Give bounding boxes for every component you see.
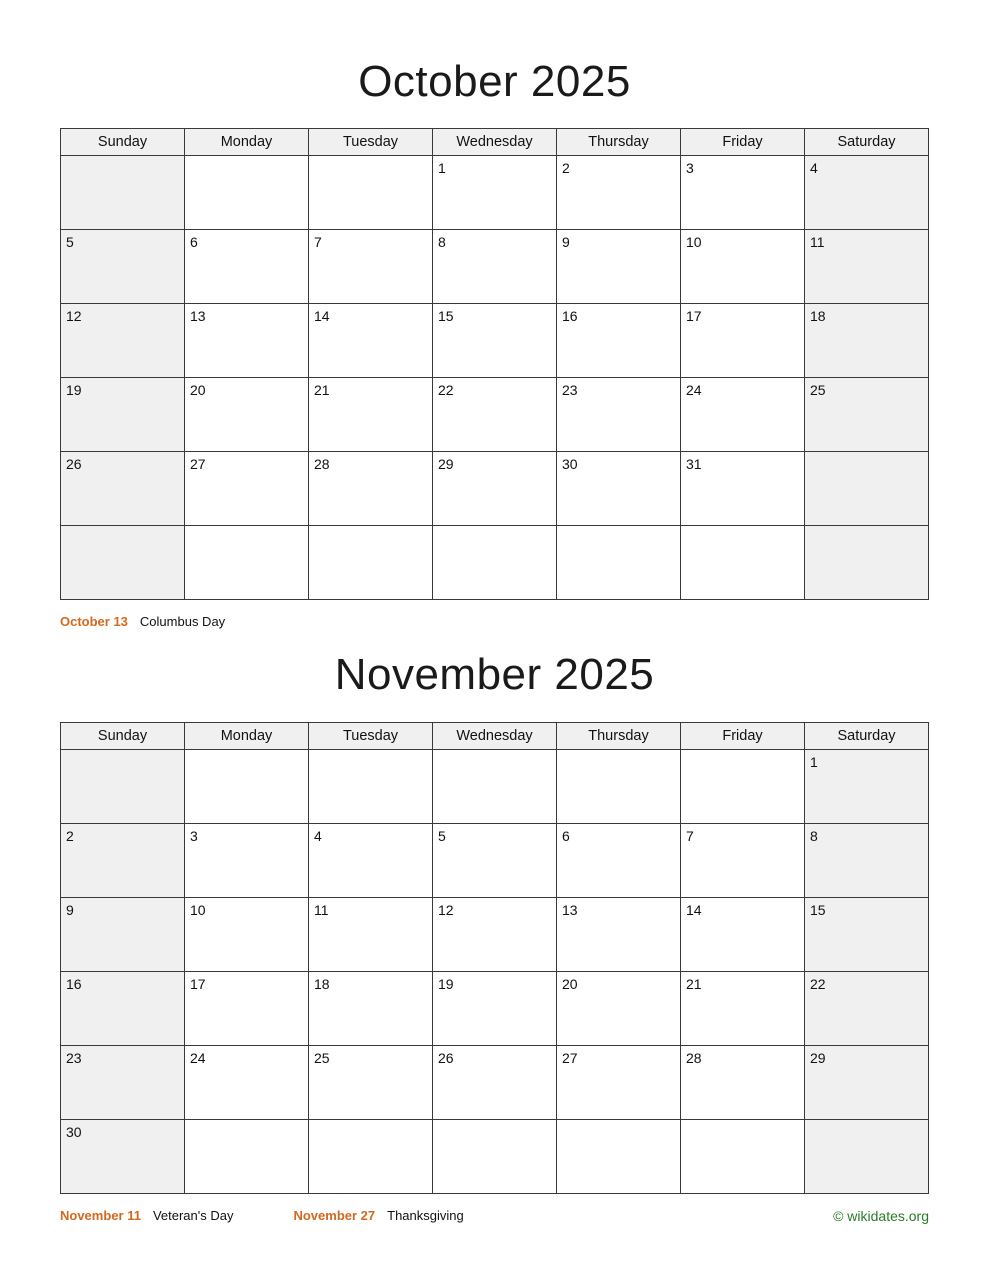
weekday-header-monday: Monday bbox=[185, 129, 309, 156]
day-cell[interactable] bbox=[805, 1119, 929, 1193]
day-cell[interactable]: 29 bbox=[805, 1045, 929, 1119]
week-row bbox=[61, 230, 929, 304]
day-cell[interactable]: 25 bbox=[805, 378, 929, 452]
day-cell[interactable]: 18 bbox=[309, 971, 433, 1045]
day-cell[interactable]: 5 bbox=[61, 230, 185, 304]
day-cell[interactable]: 7 bbox=[681, 823, 805, 897]
day-cell[interactable]: 7 bbox=[309, 230, 433, 304]
day-cell[interactable] bbox=[185, 156, 309, 230]
weekday-header-row bbox=[61, 129, 929, 156]
day-cell[interactable] bbox=[433, 749, 557, 823]
day-cell[interactable]: 16 bbox=[557, 304, 681, 378]
holiday-item bbox=[60, 614, 225, 629]
day-cell[interactable] bbox=[557, 1119, 681, 1193]
month-block-november bbox=[60, 629, 929, 1193]
week-row bbox=[61, 452, 929, 526]
day-cell[interactable]: 11 bbox=[309, 897, 433, 971]
holiday-name: Thanksgiving bbox=[387, 1208, 464, 1224]
day-cell[interactable]: 8 bbox=[433, 230, 557, 304]
week-row bbox=[61, 971, 929, 1045]
weekday-header-thursday: Thursday bbox=[557, 722, 681, 749]
day-cell[interactable]: 20 bbox=[557, 971, 681, 1045]
day-cell[interactable]: 3 bbox=[185, 823, 309, 897]
week-row bbox=[61, 304, 929, 378]
day-cell[interactable]: 28 bbox=[681, 1045, 805, 1119]
week-row bbox=[61, 749, 929, 823]
day-cell[interactable] bbox=[61, 749, 185, 823]
week-row bbox=[61, 897, 929, 971]
week-row bbox=[61, 1119, 929, 1193]
day-cell[interactable]: 21 bbox=[309, 378, 433, 452]
day-cell[interactable]: 4 bbox=[309, 823, 433, 897]
weekday-header-friday: Friday bbox=[681, 129, 805, 156]
day-cell[interactable] bbox=[681, 1119, 805, 1193]
calendar-table-november bbox=[60, 722, 929, 1194]
copyright-icon: © bbox=[833, 1207, 844, 1224]
day-cell[interactable]: 16 bbox=[61, 971, 185, 1045]
week-row bbox=[61, 156, 929, 230]
day-cell[interactable]: 10 bbox=[681, 230, 805, 304]
day-cell[interactable]: 9 bbox=[61, 897, 185, 971]
day-cell[interactable]: 6 bbox=[557, 823, 681, 897]
day-cell[interactable] bbox=[557, 749, 681, 823]
page-title-november: November 2025 bbox=[334, 650, 655, 700]
day-cell[interactable] bbox=[185, 1119, 309, 1193]
day-cell[interactable]: 20 bbox=[185, 378, 309, 452]
calendar-table-october bbox=[60, 128, 929, 600]
day-cell[interactable] bbox=[185, 749, 309, 823]
day-cell[interactable]: 17 bbox=[681, 304, 805, 378]
weekday-header-wednesday: Wednesday bbox=[433, 722, 557, 749]
day-cell[interactable] bbox=[805, 452, 929, 526]
weekday-header-wednesday: Wednesday bbox=[433, 129, 557, 156]
day-cell[interactable]: 21 bbox=[681, 971, 805, 1045]
day-cell[interactable]: 12 bbox=[61, 304, 185, 378]
day-cell[interactable]: 14 bbox=[681, 897, 805, 971]
day-cell[interactable] bbox=[309, 1119, 433, 1193]
weekday-header-row bbox=[61, 722, 929, 749]
day-cell[interactable]: 17 bbox=[185, 971, 309, 1045]
brand-link[interactable] bbox=[833, 1208, 929, 1224]
holiday-item bbox=[293, 1208, 463, 1223]
weekday-header-sunday: Sunday bbox=[61, 722, 185, 749]
day-cell[interactable]: 27 bbox=[185, 452, 309, 526]
footer bbox=[60, 1194, 929, 1224]
day-cell[interactable]: 15 bbox=[433, 304, 557, 378]
day-cell[interactable] bbox=[309, 526, 433, 600]
day-cell[interactable]: 30 bbox=[61, 1119, 185, 1193]
week-row bbox=[61, 526, 929, 600]
day-cell[interactable]: 30 bbox=[557, 452, 681, 526]
month-block-october bbox=[60, 0, 929, 600]
day-cell[interactable]: 31 bbox=[681, 452, 805, 526]
day-cell[interactable]: 13 bbox=[185, 304, 309, 378]
day-cell[interactable]: 23 bbox=[557, 378, 681, 452]
day-cell[interactable]: 3 bbox=[681, 156, 805, 230]
day-cell[interactable]: 5 bbox=[433, 823, 557, 897]
weekday-header-tuesday: Tuesday bbox=[309, 129, 433, 156]
week-row bbox=[61, 823, 929, 897]
day-cell[interactable]: 28 bbox=[309, 452, 433, 526]
holiday-list-october bbox=[60, 600, 929, 629]
day-cell[interactable]: 1 bbox=[433, 156, 557, 230]
day-cell[interactable]: 26 bbox=[61, 452, 185, 526]
day-cell[interactable]: 10 bbox=[185, 897, 309, 971]
weekday-header-friday: Friday bbox=[681, 722, 805, 749]
holiday-name: Columbus Day bbox=[139, 614, 226, 630]
day-cell[interactable]: 25 bbox=[309, 1045, 433, 1119]
day-cell[interactable]: 12 bbox=[433, 897, 557, 971]
day-cell[interactable]: 29 bbox=[433, 452, 557, 526]
day-cell[interactable]: 22 bbox=[433, 378, 557, 452]
day-cell[interactable]: 15 bbox=[805, 897, 929, 971]
day-cell[interactable] bbox=[557, 526, 681, 600]
weekday-header-thursday: Thursday bbox=[557, 129, 681, 156]
holiday-item bbox=[60, 1208, 233, 1223]
day-cell[interactable] bbox=[309, 156, 433, 230]
day-cell[interactable] bbox=[681, 526, 805, 600]
holiday-date: November 27 bbox=[293, 1208, 376, 1224]
day-cell[interactable]: 2 bbox=[557, 156, 681, 230]
day-cell[interactable]: 11 bbox=[805, 230, 929, 304]
brand-label: wikidates.org bbox=[847, 1207, 929, 1224]
day-cell[interactable]: 9 bbox=[557, 230, 681, 304]
day-cell[interactable]: 23 bbox=[61, 1045, 185, 1119]
day-cell[interactable] bbox=[433, 1119, 557, 1193]
day-cell[interactable]: 1 bbox=[805, 749, 929, 823]
day-cell[interactable]: 6 bbox=[185, 230, 309, 304]
weekday-header-saturday: Saturday bbox=[805, 129, 929, 156]
day-cell[interactable]: 2 bbox=[61, 823, 185, 897]
day-cell[interactable] bbox=[805, 526, 929, 600]
day-cell[interactable] bbox=[61, 156, 185, 230]
holiday-date: November 11 bbox=[60, 1208, 141, 1224]
day-cell[interactable]: 26 bbox=[433, 1045, 557, 1119]
day-cell[interactable]: 19 bbox=[61, 378, 185, 452]
day-cell[interactable]: 27 bbox=[557, 1045, 681, 1119]
weekday-header-monday: Monday bbox=[185, 722, 309, 749]
holiday-date: October 13 bbox=[60, 614, 128, 630]
holiday-name: Veteran's Day bbox=[152, 1208, 234, 1224]
page-title-october: October 2025 bbox=[358, 57, 631, 106]
day-cell[interactable]: 13 bbox=[557, 897, 681, 971]
day-cell[interactable] bbox=[433, 526, 557, 600]
day-cell[interactable]: 14 bbox=[309, 304, 433, 378]
week-row bbox=[61, 378, 929, 452]
weekday-header-saturday: Saturday bbox=[805, 722, 929, 749]
day-cell[interactable]: 18 bbox=[805, 304, 929, 378]
day-cell[interactable] bbox=[185, 526, 309, 600]
day-cell[interactable] bbox=[309, 749, 433, 823]
weekday-header-sunday: Sunday bbox=[61, 129, 185, 156]
day-cell[interactable]: 19 bbox=[433, 971, 557, 1045]
day-cell[interactable]: 24 bbox=[681, 378, 805, 452]
day-cell[interactable] bbox=[681, 749, 805, 823]
day-cell[interactable] bbox=[61, 526, 185, 600]
weekday-header-tuesday: Tuesday bbox=[309, 722, 433, 749]
day-cell[interactable]: 8 bbox=[805, 823, 929, 897]
day-cell[interactable]: 4 bbox=[805, 156, 929, 230]
day-cell[interactable]: 22 bbox=[805, 971, 929, 1045]
day-cell[interactable]: 24 bbox=[185, 1045, 309, 1119]
week-row bbox=[61, 1045, 929, 1119]
